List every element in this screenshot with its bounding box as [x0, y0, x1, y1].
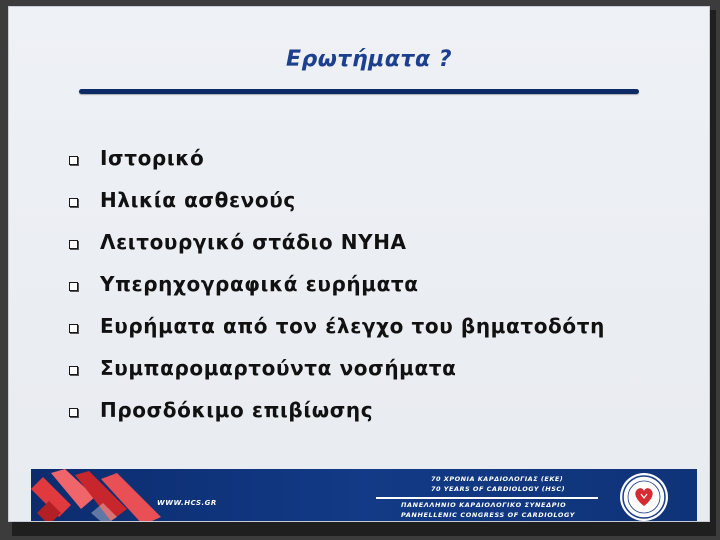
bullet-text: Ιστορικό [100, 146, 205, 170]
list-item [69, 263, 605, 305]
bullet-text: Λειτουργικό στάδιο NYHA [100, 230, 407, 254]
bullet-text: Ευρήματα από τον έλεγχο του βηματοδότη [100, 314, 605, 338]
congress-text-greek: ΠΑΝΕΛΛΗΝΙΟ ΚΑΡΔΙΟΛΟΓΙΚΟ ΣΥΝΕΔΡΙΟ [401, 501, 567, 509]
anniversary-text-greek: 70 ΧΡΟΝΙΑ ΚΑΡΔΙΟΛΟΓΙΑΣ (ΕΚΕ) [431, 475, 564, 483]
checkbox-square-icon [69, 198, 78, 207]
checkbox-square-icon [69, 282, 78, 291]
slide-shadow-bottom [12, 520, 716, 536]
list-item [69, 347, 605, 389]
list-item [69, 221, 605, 263]
title-underline [79, 89, 639, 94]
bullet-list [69, 137, 605, 431]
bullet-text: Προσδόκιμο επιβίωσης [100, 398, 374, 422]
anniversary-text-english: 70 YEARS OF CARDIOLOGY (HSC) [431, 485, 566, 493]
checkbox-square-icon [69, 366, 78, 375]
checkbox-square-icon [69, 408, 78, 417]
checkbox-square-icon [69, 156, 78, 165]
list-item [69, 305, 605, 347]
list-item [69, 389, 605, 431]
bullet-text: Υπερηχογραφικά ευρήματα [100, 272, 419, 296]
diamond-logo-icon [31, 469, 181, 522]
checkbox-square-icon [69, 324, 78, 333]
slide-title: Ερωτήματα ? [286, 47, 452, 72]
congress-text-english: PANHELLENIC CONGRESS OF CARDIOLOGY [401, 511, 576, 519]
slide [8, 6, 710, 522]
bullet-text: Συμπαρομαρτούντα νοσήματα [100, 356, 457, 380]
checkbox-square-icon [69, 240, 78, 249]
bullet-text: Ηλικία ασθενούς [100, 188, 296, 212]
website-link[interactable]: WWW.HCS.GR [157, 499, 217, 507]
society-seal-icon [619, 472, 669, 522]
footer-divider [376, 497, 598, 499]
footer-banner [31, 469, 697, 522]
list-item [69, 137, 605, 179]
list-item [69, 179, 605, 221]
